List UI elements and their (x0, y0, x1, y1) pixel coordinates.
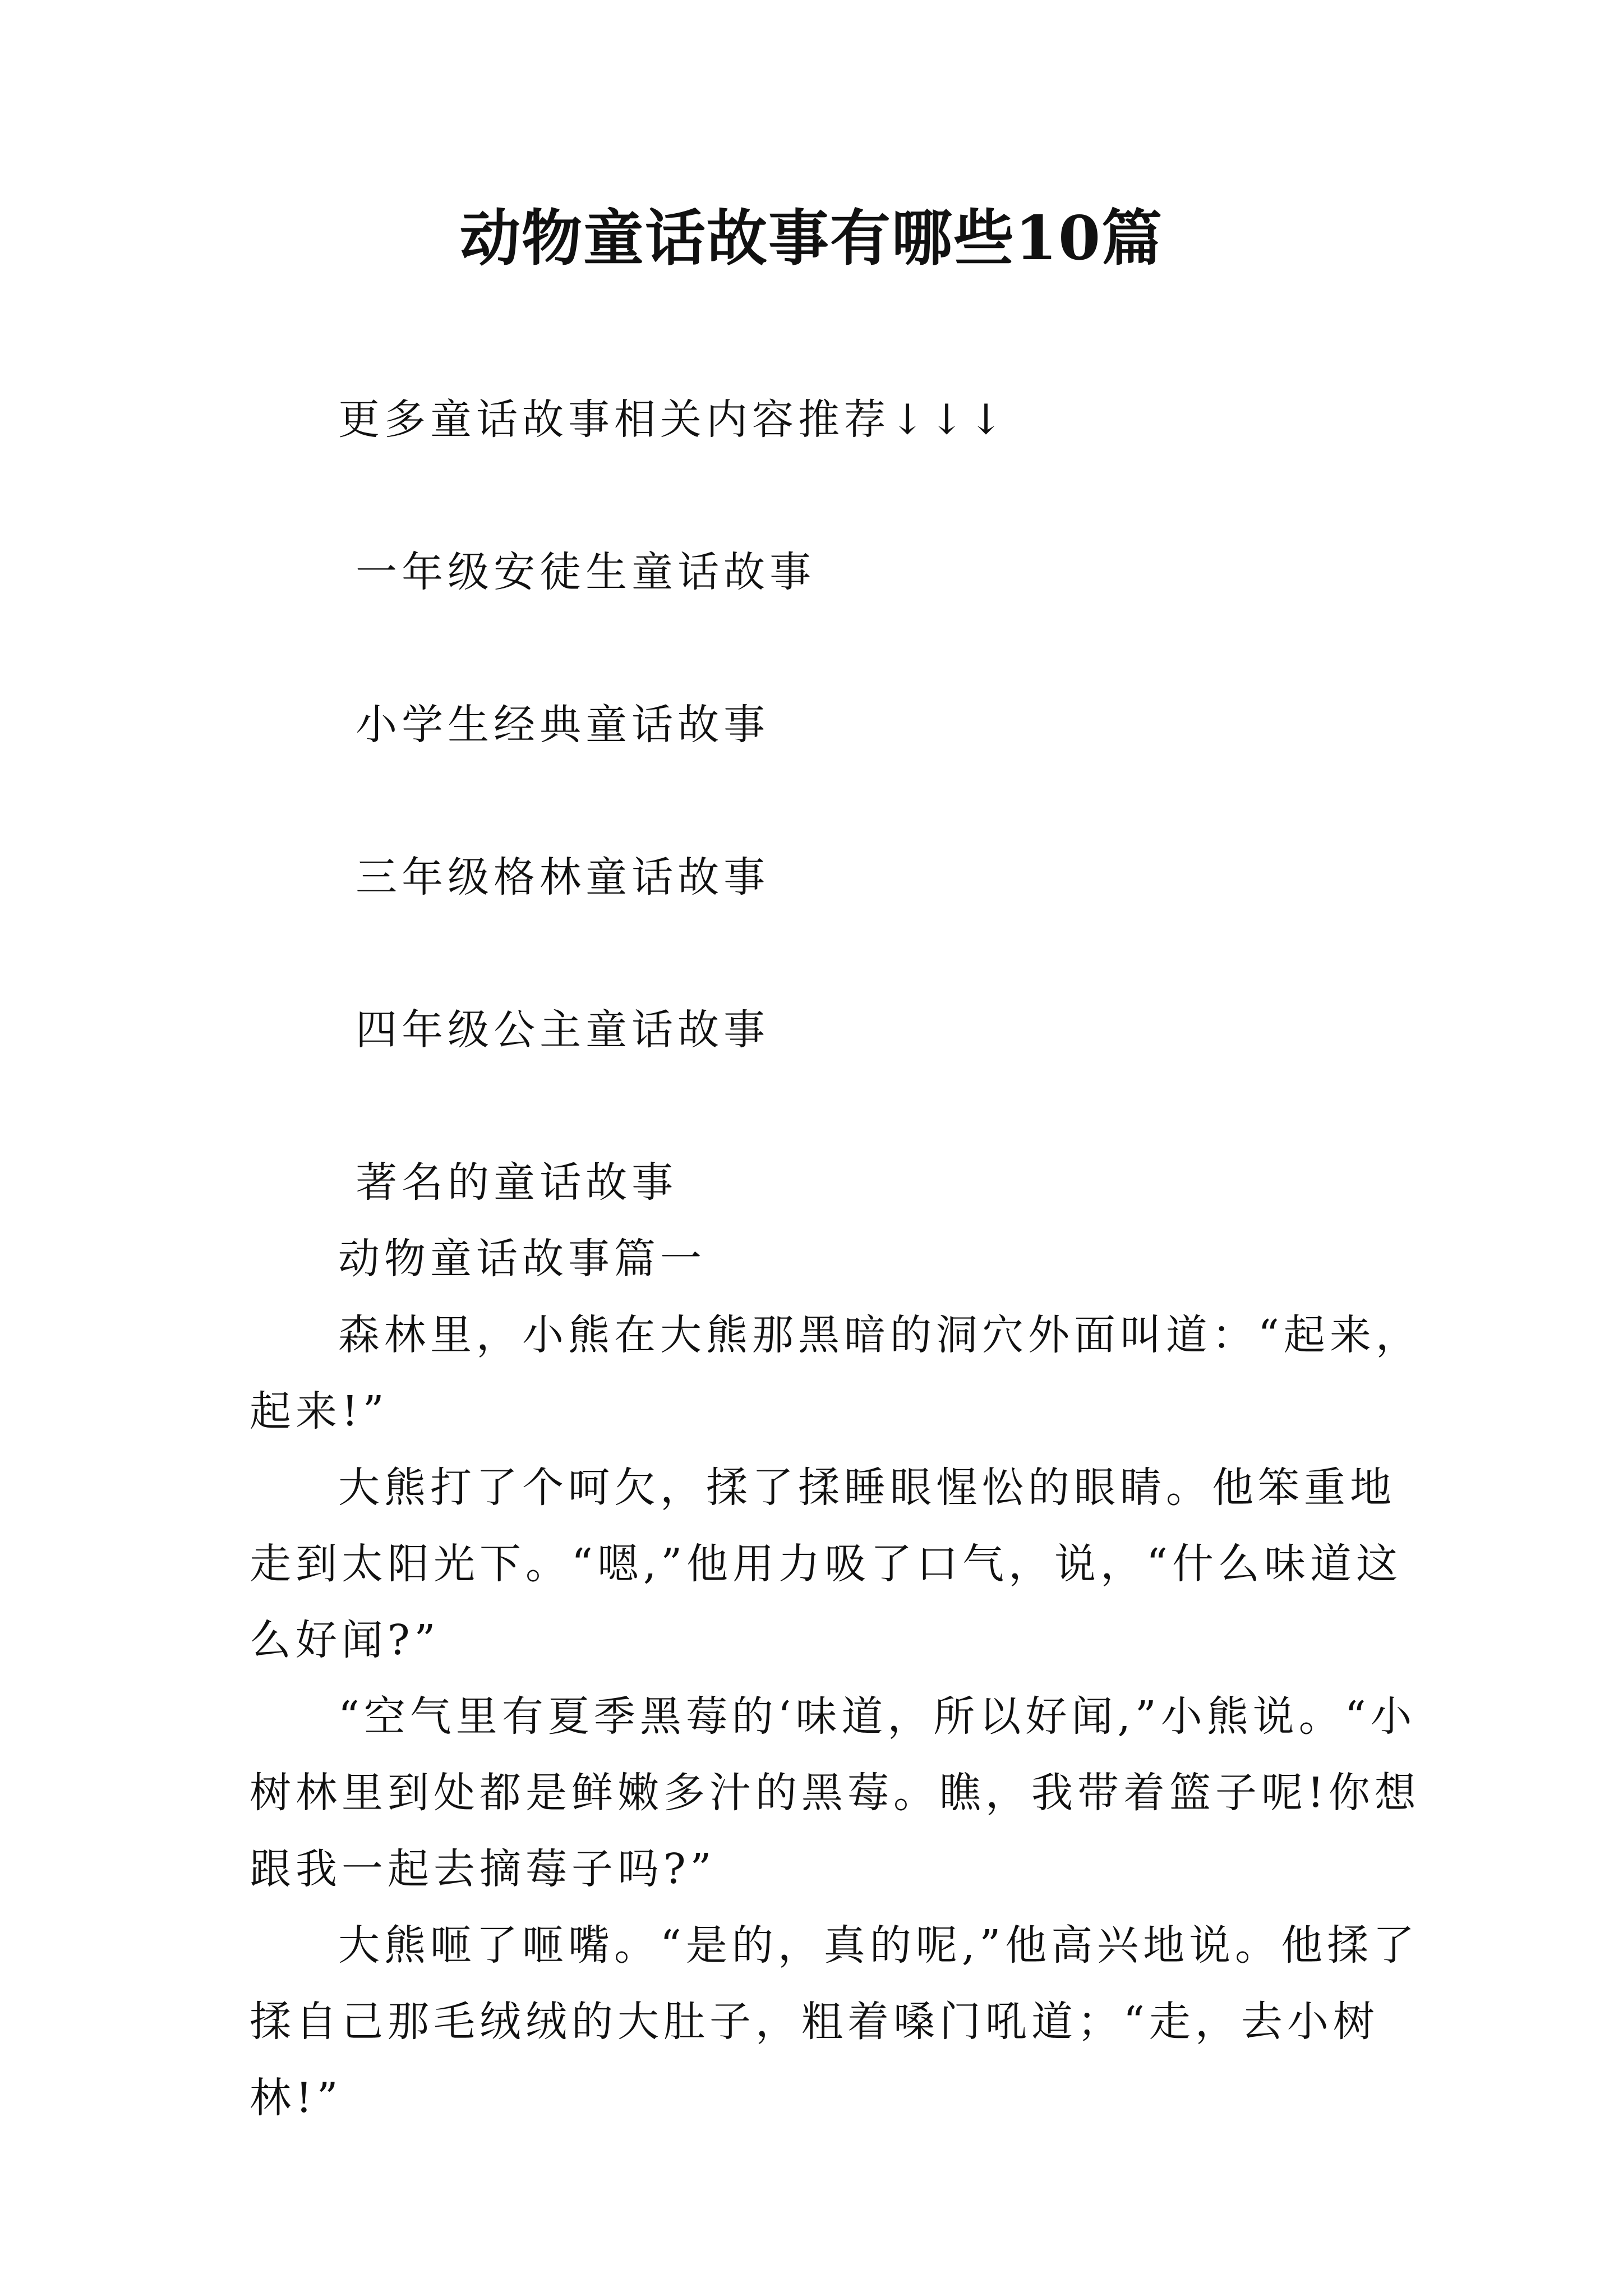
recommend-link-2-text[interactable]: 小学生经典童话故事 (356, 701, 770, 749)
recommend-intro: 更多童话故事相关内容推荐↓↓↓ (338, 395, 1008, 444)
recommend-link-4-text[interactable]: 四年级公主童话故事 (356, 1006, 770, 1054)
paragraph-2: 大熊打了个呵欠，揉了揉睡眼惺忪的眼睛。他笨重地走到太阳光下。“嗯,”他用力吸了口气，说，“什么味道这么好闻?” (250, 1464, 1403, 1664)
paragraph-4: 大熊咂了咂嘴。“是的，真的呢,”他高兴地说。他揉了揉自己那毛绒绒的大肚子，粗着嗓门吼道；“走，去小树林!” (250, 1921, 1419, 2122)
recommend-link-5-text[interactable]: 著名的童话故事 (356, 1158, 678, 1207)
paragraph-3: “空气里有夏季黑莓的‘味道，所以好闻,”小熊说。“小树林里到处都是鲜嫩多汁的黑莓。瞧，我带着篮子呢!你想跟我一起去摘莓子吗?” (250, 1692, 1421, 1893)
paragraph-1: 森林里，小熊在大熊那黑暗的洞穴外面叫道：“起来，起来!” (250, 1311, 1422, 1435)
recommend-link-3-text[interactable]: 三年级格林童话故事 (356, 853, 770, 901)
recommend-link-1-text[interactable]: 一年级安徒生童话故事 (356, 548, 816, 596)
section-heading: 动物童话故事篇一 (338, 1235, 706, 1283)
document-title: 动物童话故事有哪些10篇 (459, 203, 1164, 274)
